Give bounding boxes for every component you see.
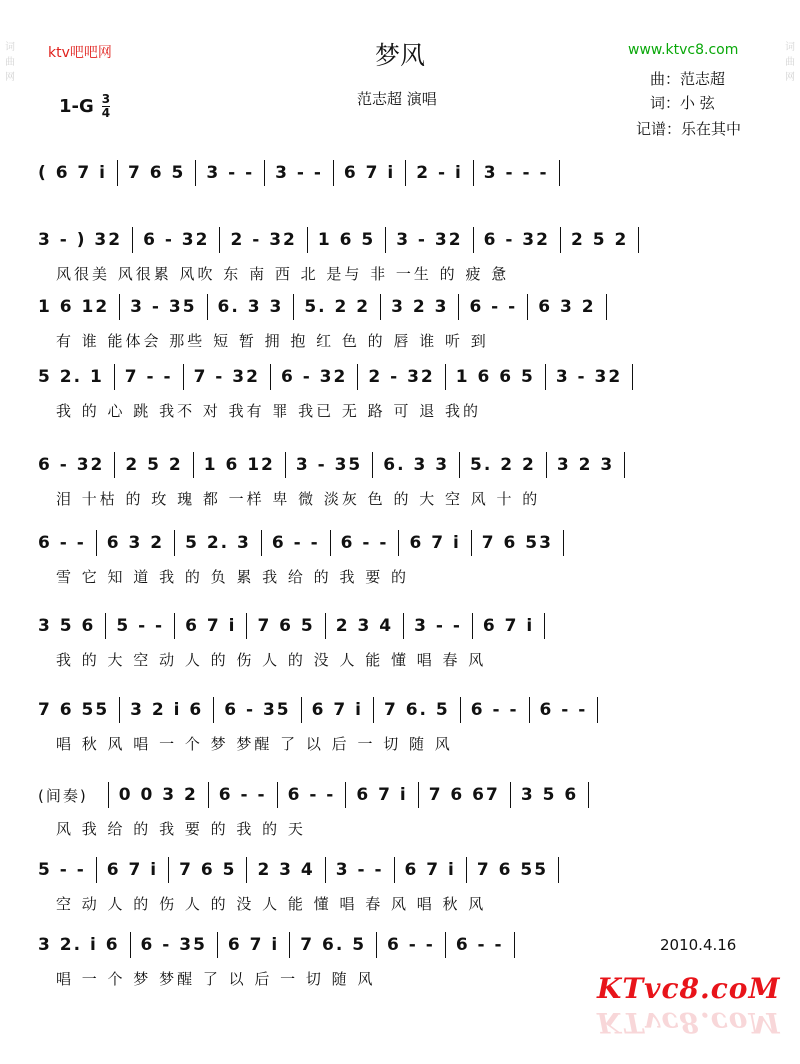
- barline: [325, 613, 326, 639]
- lyrics-line: [38, 196, 758, 218]
- barline: [418, 782, 419, 808]
- measure: 2 3 4: [257, 860, 315, 880]
- date-stamp: 2010.4.16: [660, 936, 737, 954]
- barline: [96, 857, 97, 883]
- lyrics-line: 泪 十枯 的 玫 瑰 都 一样 卑 微 淡灰 色 的 大 空 风 十 的: [56, 490, 541, 508]
- measure: 1 6 6 5: [455, 367, 535, 387]
- barline: [270, 364, 271, 390]
- measure: 6 7 i: [311, 700, 363, 720]
- barline: [119, 294, 120, 320]
- barline: [372, 452, 373, 478]
- site-label-left: ktv吧吧网: [48, 45, 112, 61]
- time-signature: [102, 93, 110, 120]
- barline: [219, 227, 220, 253]
- barline: [510, 782, 511, 808]
- measure: 6 - -: [271, 533, 320, 553]
- staff-row: [38, 528, 758, 588]
- barline: [289, 932, 290, 958]
- staff-row: [38, 780, 758, 840]
- measure: 7 6 5: [128, 163, 186, 183]
- measure: 7 6 5: [257, 616, 315, 636]
- key-signature: [59, 93, 110, 120]
- barline: [285, 452, 286, 478]
- barline: [261, 530, 262, 556]
- lyrics-line: 唱 一 个 梦 梦醒 了 以 后 一 切 随 风: [56, 970, 376, 988]
- measure: 6 - -: [470, 700, 519, 720]
- barline: [546, 452, 547, 478]
- barline: [301, 697, 302, 723]
- barline: [398, 530, 399, 556]
- barline: [385, 227, 386, 253]
- barline: [445, 364, 446, 390]
- measure: 6 - 32: [483, 230, 550, 250]
- measure: 1 6 12: [38, 297, 110, 317]
- barline: [217, 932, 218, 958]
- barline: [246, 857, 247, 883]
- measure: 7 6 67: [428, 785, 500, 805]
- measure: 6 - 32: [38, 455, 105, 475]
- measure: 3 - 32: [396, 230, 463, 250]
- measure: 3 - -: [414, 616, 462, 636]
- barline: [473, 160, 474, 186]
- barline: [208, 782, 209, 808]
- measure: 6. 3 3: [383, 455, 450, 475]
- side-watermark-right: 词曲网: [785, 42, 795, 83]
- notation-line: [38, 611, 758, 641]
- notation-line: [38, 528, 758, 558]
- measure: 3 - ) 32: [38, 230, 123, 250]
- barline: [405, 160, 406, 186]
- measure: 7 - -: [124, 367, 173, 387]
- barline: [544, 613, 545, 639]
- measure: 3 - 35: [130, 297, 197, 317]
- measure: 2 - 32: [230, 230, 297, 250]
- measure: 5 2. 3: [185, 533, 251, 553]
- barline: [471, 530, 472, 556]
- site-logo-reflection: KTvc8.coM: [597, 1006, 781, 1039]
- measure: 5 - -: [38, 860, 86, 880]
- barline: [168, 857, 169, 883]
- measure: 6 7 i: [227, 935, 280, 955]
- singer-credit: 范志超 演唱: [357, 90, 437, 108]
- measure: 6 - -: [469, 297, 518, 317]
- barline: [264, 160, 265, 186]
- lyricist-credit: 词：小 弦: [650, 94, 715, 112]
- staff-row: [38, 695, 758, 755]
- barline: [119, 697, 120, 723]
- measure: 5. 2 2: [470, 455, 536, 475]
- lyrics-line: 空 动 人 的 伤 人 的 没 人 能 懂 唱 春 风 唱 秋 风: [56, 895, 487, 913]
- barline: [325, 857, 326, 883]
- measure: 6 - 32: [143, 230, 210, 250]
- transcriber-credit: 记谱：乐在其中: [636, 120, 742, 138]
- measure: 3 - - -: [483, 163, 549, 183]
- barline: [132, 227, 133, 253]
- barline: [117, 160, 118, 186]
- measure: 6 7 i: [185, 616, 237, 636]
- key-label: 1-G: [59, 96, 94, 117]
- barline: [277, 782, 278, 808]
- notation-line: [38, 158, 758, 188]
- lyrics-line: 我 的 大 空 动 人 的 伤 人 的 没 人 能 懂 唱 春 风: [56, 651, 487, 669]
- barline: [472, 613, 473, 639]
- measure: 5 2. 1: [38, 367, 104, 387]
- measure: 6 - -: [287, 785, 336, 805]
- barline: [207, 294, 208, 320]
- measure: 7 6 5: [179, 860, 237, 880]
- staff-row: [38, 292, 758, 352]
- measure: 7 6. 5: [300, 935, 367, 955]
- barline: [376, 932, 377, 958]
- barline: [345, 782, 346, 808]
- barline: [460, 697, 461, 723]
- barline: [545, 364, 546, 390]
- measure: 6 - -: [539, 700, 588, 720]
- barline: [174, 530, 175, 556]
- barline: [373, 697, 374, 723]
- measure: 7 6 53: [481, 533, 553, 553]
- notation-line: [38, 362, 758, 392]
- measure: 6 - -: [387, 935, 435, 955]
- lyrics-line: 唱 秋 风 唱 一 个 梦 梦醒 了 以 后 一 切 随 风: [56, 735, 453, 753]
- measure: 2 5 2: [125, 455, 183, 475]
- barline: [445, 932, 446, 958]
- measure: 2 5 2: [570, 230, 629, 250]
- measure: 6 - -: [455, 935, 504, 955]
- measure: 3 5 6: [38, 616, 96, 636]
- measure: 6 - -: [38, 533, 86, 553]
- barline: [559, 160, 560, 186]
- barline: [527, 294, 528, 320]
- barline: [597, 697, 598, 723]
- barline: [380, 294, 381, 320]
- barline: [96, 530, 97, 556]
- notation-line: [38, 225, 758, 255]
- time-sig-bottom: 4: [101, 106, 111, 120]
- notation-line: [38, 292, 758, 322]
- measure: 1 6 12: [203, 455, 275, 475]
- measure: 6 3 2: [106, 533, 165, 553]
- measure: 6 7 i: [482, 616, 535, 636]
- barline: [466, 857, 467, 883]
- measure: 6 - 35: [224, 700, 291, 720]
- measure: 7 - 32: [193, 367, 260, 387]
- barline: [624, 452, 625, 478]
- notation-line: [38, 695, 758, 725]
- notation-line: [38, 930, 758, 960]
- measure: 6 7 i: [404, 860, 456, 880]
- barline: [114, 452, 115, 478]
- measure: 6 - -: [218, 785, 267, 805]
- staff-row: [38, 158, 758, 218]
- barline: [307, 227, 308, 253]
- lyrics-line: 风 我 给 的 我 要 的 我 的 天: [56, 820, 306, 838]
- barline: [394, 857, 395, 883]
- measure: 6 7 i: [343, 163, 396, 183]
- measure: 6 - 35: [140, 935, 207, 955]
- measure: 3 - 32: [555, 367, 623, 387]
- barline: [193, 452, 194, 478]
- barline: [529, 697, 530, 723]
- barline: [473, 227, 474, 253]
- side-watermark-left: 词曲网: [5, 42, 15, 83]
- barline: [330, 530, 331, 556]
- composer-credit: 曲：范志超: [650, 70, 726, 88]
- measure: 3 - -: [275, 163, 323, 183]
- barline: [105, 613, 106, 639]
- measure: 3 2 i 6: [130, 700, 204, 720]
- measure: 6 7 i: [356, 785, 408, 805]
- barline: [560, 227, 561, 253]
- barline: [459, 452, 460, 478]
- measure: 1 6 5: [317, 230, 376, 250]
- barline: [514, 932, 515, 958]
- barline: [632, 364, 633, 390]
- lyrics-line: 有 谁 能体会 那些 短 暂 拥 抱 红 色 的 唇 谁 听 到: [56, 332, 489, 350]
- staff-row: [38, 362, 758, 422]
- measure: 3 2. i 6: [38, 935, 120, 955]
- lyrics-line: 我 的 心 跳 我不 对 我有 罪 我已 无 路 可 退 我的: [56, 402, 481, 420]
- measure: 7 6. 5: [383, 700, 450, 720]
- barline: [638, 227, 639, 253]
- barline: [195, 160, 196, 186]
- barline: [213, 697, 214, 723]
- measure: 3 - -: [335, 860, 384, 880]
- measure: 3 2 3: [556, 455, 615, 475]
- measure: 2 3 4: [335, 616, 394, 636]
- measure: 6. 3 3: [217, 297, 284, 317]
- measure: 6 3 2: [538, 297, 596, 317]
- barline: [174, 613, 175, 639]
- measure: 0 0 3 2: [118, 785, 198, 805]
- staff-row: [38, 450, 758, 510]
- measure: 7 6 55: [38, 700, 110, 720]
- barline: [333, 160, 334, 186]
- staff-row: [38, 611, 758, 671]
- lyrics-line: 雪 它 知 道 我 的 负 累 我 给 的 我 要 的: [56, 568, 409, 586]
- measure: 2 - 32: [368, 367, 435, 387]
- measure: 3 - 35: [295, 455, 363, 475]
- notation-line: [38, 780, 758, 810]
- measure: 3 2 3: [391, 297, 449, 317]
- barline: [588, 782, 589, 808]
- measure: 7 6 55: [476, 860, 549, 880]
- measure: 3 - -: [206, 163, 255, 183]
- notation-line: [38, 450, 758, 480]
- measure: ( 6 7 i: [38, 163, 108, 183]
- staff-row: [38, 225, 758, 285]
- barline: [458, 294, 459, 320]
- barline: [558, 857, 559, 883]
- measure: 6 7 i: [106, 860, 159, 880]
- measure: 2 - i: [416, 163, 463, 183]
- barline: [130, 932, 131, 958]
- barline: [108, 782, 109, 808]
- song-title: 梦风: [374, 41, 425, 70]
- barline: [183, 364, 184, 390]
- barline: [246, 613, 247, 639]
- measure: 5 - -: [116, 616, 165, 636]
- site-url: www.ktvc8.com: [628, 42, 739, 58]
- barline: [357, 364, 358, 390]
- site-logo: KTvc8.coM: [597, 972, 781, 1005]
- notation-line: [38, 855, 758, 885]
- measure: 6 - 32: [280, 367, 348, 387]
- barline: [293, 294, 294, 320]
- barline: [606, 294, 607, 320]
- staff-row: [38, 855, 758, 915]
- measure: 6 - -: [340, 533, 389, 553]
- barline: [403, 613, 404, 639]
- measure: 6 7 i: [409, 533, 461, 553]
- measure: 3 5 6: [520, 785, 579, 805]
- interlude-label: (间奏): [38, 786, 88, 805]
- time-sig-top: 3: [101, 92, 111, 106]
- measure: 5. 2 2: [304, 297, 371, 317]
- barline: [114, 364, 115, 390]
- barline: [563, 530, 564, 556]
- lyrics-line: 风很美 风很累 风吹 东 南 西 北 是与 非 一生 的 疲 惫: [56, 265, 510, 283]
